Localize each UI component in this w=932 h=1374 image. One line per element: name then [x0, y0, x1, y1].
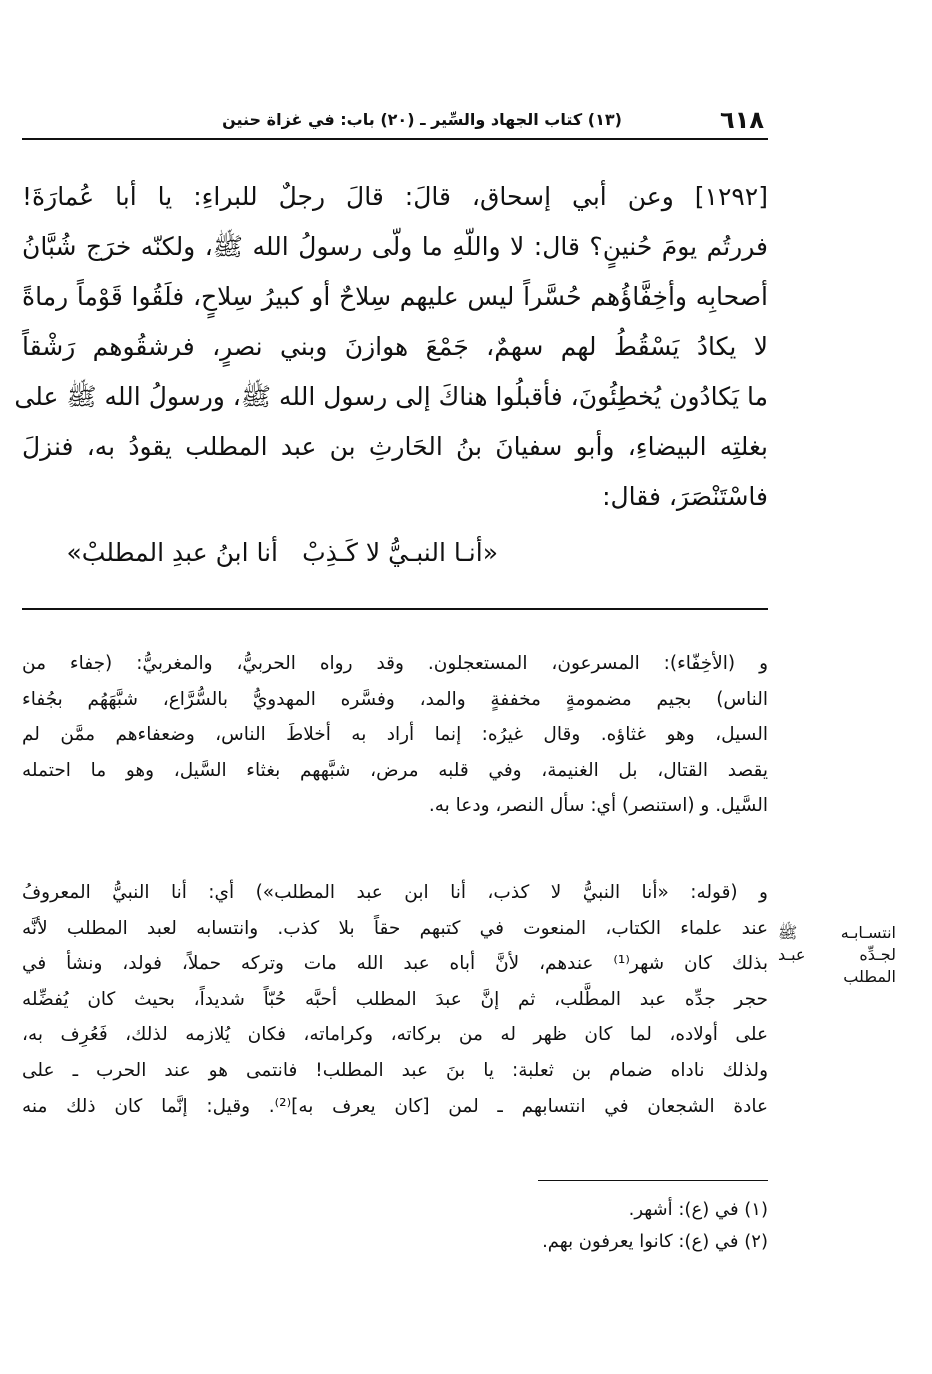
margin-note: [778, 922, 896, 988]
commentary-line: السيل، وهو غثاؤه. وقال غيرُه: إنما أراد به أخلاطَ الناس، وضعفاءهم ممَّن لم: [22, 724, 768, 746]
margin-note-line: المطلب: [843, 967, 896, 986]
section-divider: [22, 608, 768, 610]
commentary-line: يقصد القتال، بل الغنيمة، وفي قلبه مرض، شبَّههم بغثاء السَّيل، وهو ما احتمله: [22, 759, 768, 781]
commentary-line: عند علماء الكتاب، المنعوت في كتبهم حقاً بلا كذب. وانتسابه لعبد المطلب لأنَّه: [22, 917, 768, 939]
commentary-block: [22, 875, 768, 1124]
hadith-line: لا يكادُ يَسْقُطُ لهم سهمٌ، جَمْعَ هوازنَ وبني نصرٍ، فرشقُوهم رَشْقاً: [22, 332, 768, 361]
hadith-line: بغلتِه البيضاءِ، وأبو سفيانَ بنُ الحَارثِ بن عبد المطلب يقودُ به، فنزلَ: [22, 432, 768, 461]
verse-hemistich-second: أنا ابنُ عبدِ المطلبْ»: [66, 538, 278, 567]
commentary-line: السَّيل. و (استنصر) أي: سأل النصر، ودعا به.: [428, 795, 768, 817]
hadith-line: ما يَكادُون يُخطِئُونَ، فأقبلُوا هناكَ إلى رسول الله ﷺ، ورسولُ الله ﷺ على: [14, 382, 768, 411]
hadith-text: [14, 172, 768, 522]
commentary-line: بذلك كان شهر⁽¹⁾ عندهم، لأنَّ أباه عبد الله مات وتركه حملاً، فولد، ونشأ في: [22, 953, 768, 975]
page-number: ٦١٨: [720, 106, 764, 134]
hadith-line: فررتُم يومَ حُنينٍ؟ قال: لا واللّهِ ما ولّى رسولُ الله ﷺ، ولكنّه خرَج شُبَّانُ: [22, 232, 768, 261]
footnote: (٢) في (ع): كانوا يعرفون بهم.: [542, 1231, 768, 1252]
commentary-line: حجر جدِّه عبد المطَّلب، ثم إنَّ عبدَ المطلب أحبَّه حُبّاً شديداً، بحيث كان يُفضِّله: [22, 988, 768, 1010]
commentary-line: ولذلك ناداه ضمام بن ثعلبة: يا بنَ عبد المطلب! فانتمى هو عند الحرب ـ على: [22, 1059, 768, 1081]
commentary-line: الناس) بجيم مضمومةٍ مخففةٍ والمد، وفسَّره المهدويُّ بالسُّرَّاع، شبَّهَهُم بجُفاء: [22, 688, 768, 710]
hadith-line: [١٢٩٢] وعن أبي إسحاق، قالَ: قالَ رجلٌ للبراءِ: يا أبا عُمارَةَ!: [22, 182, 768, 211]
footnote: (١) في (ع): أشهر.: [628, 1199, 768, 1220]
commentary-block: [22, 646, 768, 824]
margin-note-line: انتسـابـه ﷺ: [778, 923, 896, 942]
margin-note-line: لجـدِّه عبـد: [778, 945, 896, 964]
hadith-line: فاسْتَنْصَرَ، فقال:: [602, 482, 768, 511]
hadith-line: أصحابِه وأخِفَّاؤُهم حُسَّراً ليس عليهم سِلاحٌ أو كبيرُ سِلاحٍ، فلَقُوا قَوْماً رماةً: [22, 282, 768, 311]
verse: [22, 528, 768, 578]
verse-hemistich-first: «أنـا النبـيُّ لا كَـذِبْ: [302, 538, 498, 567]
commentary-line: و (قوله: «أنا النبيُّ لا كذب، أنا ابن عبد المطلب») أي: أنا النبيُّ المعروفُ: [22, 882, 768, 903]
commentary-line: و (الأخِفّاء): المسرعون، المستعجلون. وقد رواه الحربيُّ، والمغربيُّ: (جفاء من: [22, 653, 768, 674]
running-title: (١٣) كتاب الجهاد والسِّير ـ (٢٠) باب: في غزاة حنين: [222, 110, 622, 129]
footnotes: [542, 1194, 768, 1258]
page-header: [22, 104, 768, 140]
commentary-line: عادة الشجعان في انتسابهم ـ لمن [كان يعرف به]⁽²⁾. وقيل: إنَّما كان ذلك منه: [22, 1095, 768, 1117]
commentary-line: على أولاده، لما كان ظهر له من بركاته، وكراماته، فكان يُلازمه لذلك، فَعُرِف به،: [22, 1024, 768, 1046]
footnote-divider: [538, 1180, 768, 1181]
